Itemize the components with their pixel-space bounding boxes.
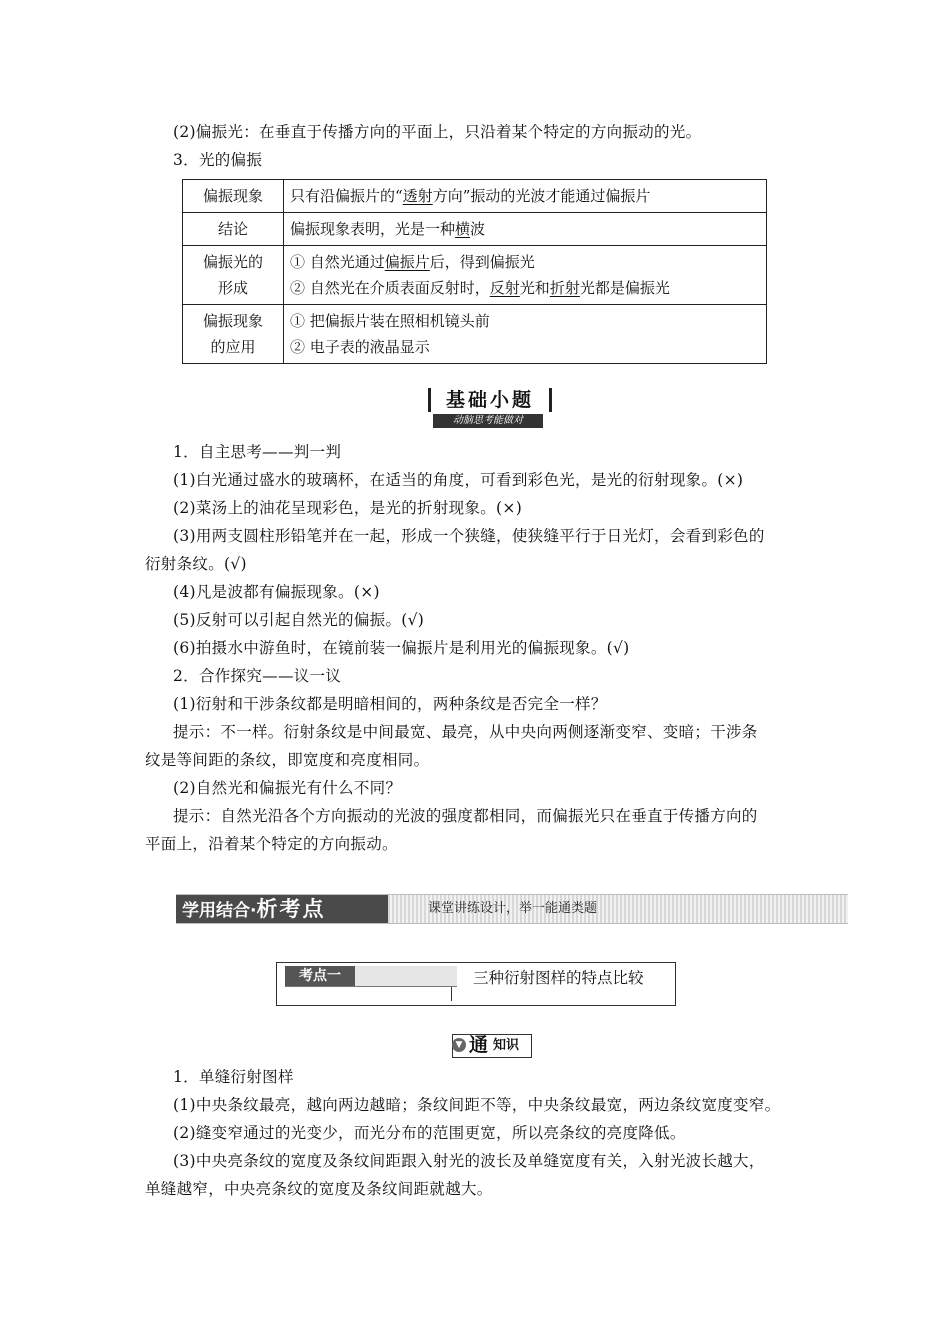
paragraph-continued: 单缝越窄，中央亮条纹的宽度及条纹间距就越大。 <box>145 1180 493 1198</box>
question-item: (3)用两支圆柱形铅笔并在一起，形成一个狭缝，使狭缝平行于日光灯，会看到彩色的 <box>173 527 765 545</box>
table-row <box>183 305 767 364</box>
table-cell-header: 偏振光的 形成 <box>183 246 284 305</box>
knowledge-tag: ▼ 通 知识 <box>452 1034 532 1058</box>
discussion-answer: 提示：自然光沿各个方向振动的光波的强度都相同，而偏振光只在垂直于传播方向的 <box>173 807 758 825</box>
table-cell: ① 把偏振片装在照相机镜头前 ② 电子表的液晶显示 <box>284 305 767 364</box>
table-cell: ① 自然光通过偏振片后，得到偏振光 ② 自然光在介质表面反射时，反射光和折射光都是偏振光 <box>284 246 767 305</box>
paragraph: (3)中央亮条纹的宽度及条纹间距跟入射光的波长及单缝宽度有关，入射光波长越大， <box>173 1152 765 1170</box>
table-row <box>183 246 767 305</box>
discussion-question: (2)自然光和偏振光有什么不同？ <box>173 779 402 797</box>
key-point-title: 三种衍射图样的特点比较 <box>473 969 644 987</box>
question-item: (4)凡是波都有偏振现象。(×) <box>173 583 380 601</box>
question-heading-1: 1．自主思考——判一判 <box>173 443 342 461</box>
chevron-down-icon: ▼ <box>452 1038 466 1052</box>
table-row <box>183 180 767 213</box>
section-banner <box>176 894 848 924</box>
paragraph: (2)缝变窄通过的光变少，而光分布的范围更宽，所以亮条纹的亮度降低。 <box>173 1124 686 1142</box>
table-cell-header: 偏振现象 的应用 <box>183 305 284 364</box>
discussion-answer-continued: 平面上，沿着某个特定的方向振动。 <box>145 835 398 853</box>
discussion-answer-continued: 纹是等间距的条纹，即宽度和亮度相同。 <box>145 751 430 769</box>
basic-questions-badge <box>425 386 551 430</box>
discussion-answer: 提示：不一样。衍射条纹是中间最宽、最亮，从中央向两侧逐渐变窄、变暗；干涉条 <box>173 723 758 741</box>
key-point-tag: 考点一 <box>285 966 457 987</box>
section-heading-polarization: 3．光的偏振 <box>173 151 263 169</box>
discussion-question: (1)衍射和干涉条纹都是明暗相间的，两种条纹是否完全一样？ <box>173 695 607 713</box>
table-cell: 偏振现象表明，光是一种横波 <box>284 213 767 246</box>
paragraph: (1)中央条纹最亮，越向两边越暗；条纹间距不等，中央条纹最宽，两边条纹宽度变窄。 <box>173 1096 781 1114</box>
question-heading-2: 2．合作探究——议一议 <box>173 667 342 685</box>
question-item: (5)反射可以引起自然光的偏振。(√) <box>173 611 425 629</box>
badge-subtitle: 动脑思考能做对 <box>433 414 543 428</box>
table-row <box>183 213 767 246</box>
polarized-light-definition: (2)偏振光：在垂直于传播方向的平面上，只沿着某个特定的方向振动的光。 <box>173 123 702 141</box>
banner-title: 学用结合·析考点 <box>176 895 388 923</box>
table-cell-header: 偏振现象 <box>183 180 284 213</box>
polarization-table <box>182 179 767 364</box>
question-item-continued: 衍射条纹。(√) <box>145 555 247 573</box>
question-item: (2)菜汤上的油花呈现彩色，是光的折射现象。(×) <box>173 499 523 517</box>
badge-title: 基础小题 <box>428 388 552 412</box>
key-point-box <box>276 962 676 1006</box>
question-item: (1)白光通过盛水的玻璃杯，在适当的角度，可看到彩色光，是光的衍射现象。(×) <box>173 471 744 489</box>
section-heading: 1．单缝衍射图样 <box>173 1068 294 1086</box>
banner-subtitle: 课堂讲练设计，举一能通类题 <box>428 901 598 916</box>
divider <box>451 987 452 1001</box>
question-item: (6)拍摄水中游鱼时，在镜前装一偏振片是利用光的偏振现象。(√) <box>173 639 630 657</box>
table-cell-header: 结论 <box>183 213 284 246</box>
table-cell: 只有沿偏振片的“透射方向”振动的光波才能通过偏振片 <box>284 180 767 213</box>
